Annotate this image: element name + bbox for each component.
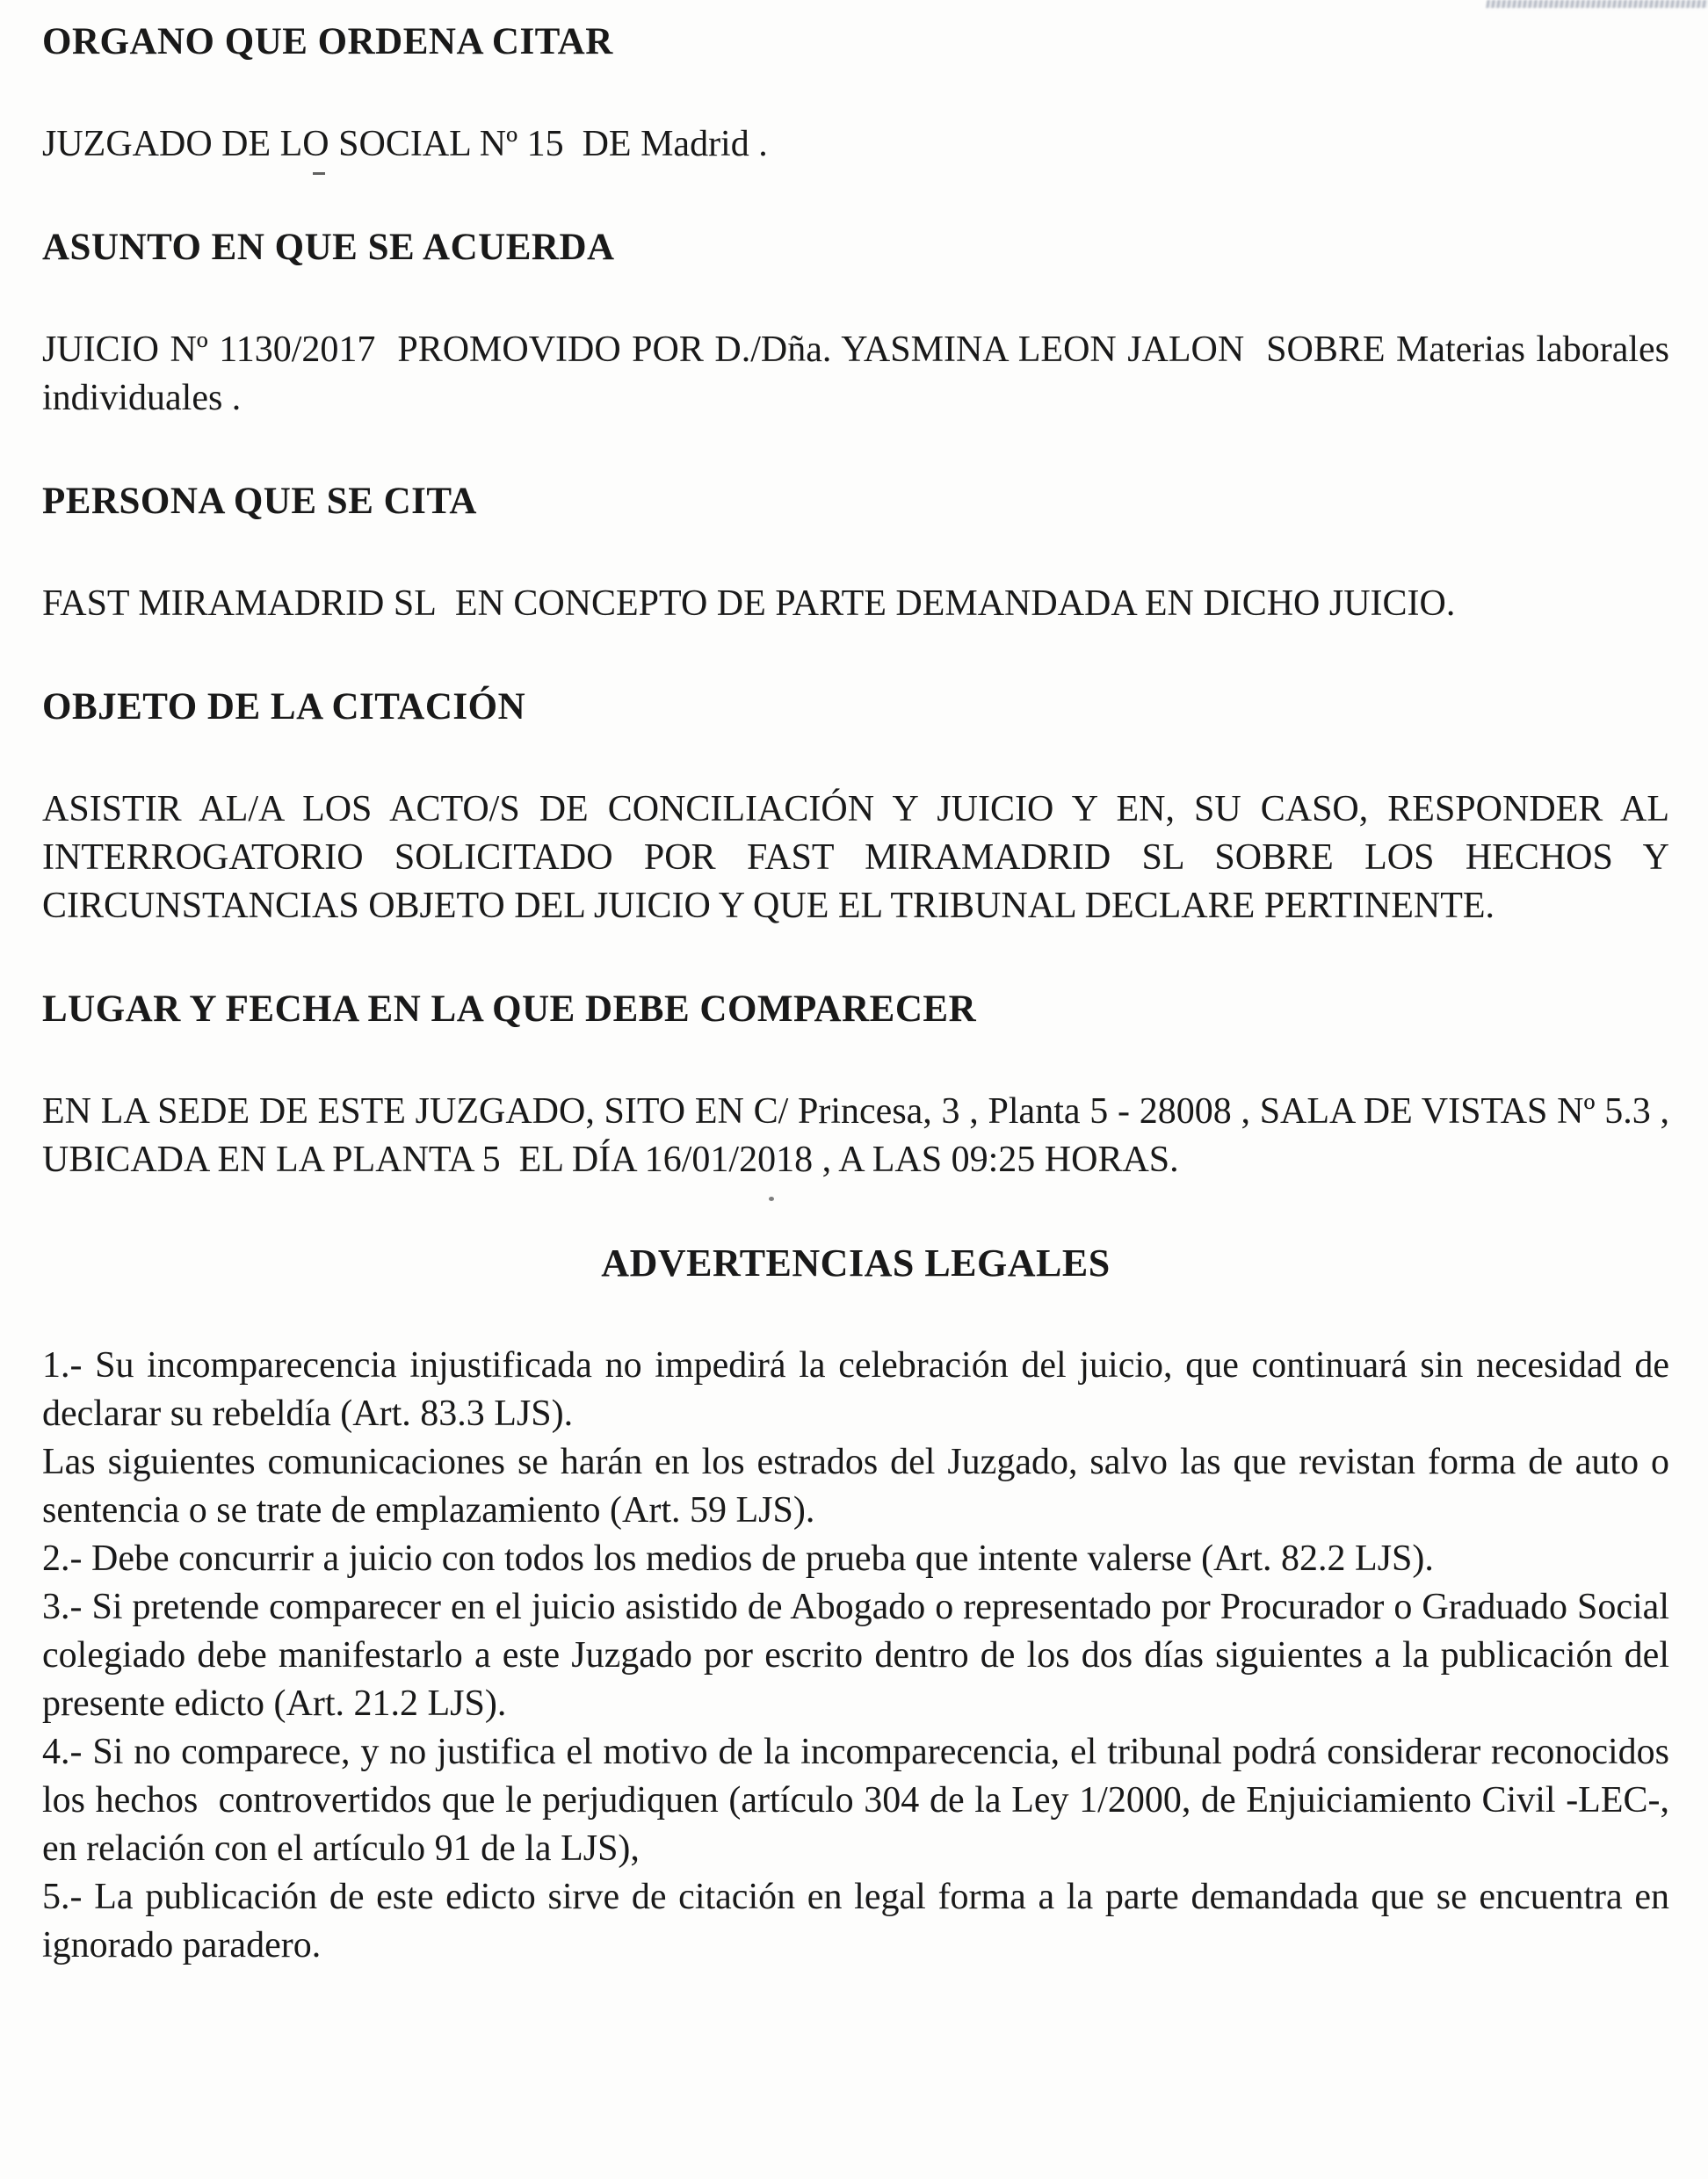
advertencia-item-5: 5.- La publicación de este edicto sirve de citación en legal forma a la parte demandada que se encuentra en ignorado paradero. <box>42 1877 1669 1965</box>
advertencia-item-1: 1.- Su incomparecencia injustificada no impedirá la celebración del juicio, que continuará sin necesidad de declarar su rebeldía (Art. 83.3 LJS). <box>42 1345 1669 1434</box>
section-heading-objeto: OBJETO DE LA CITACIÓN <box>42 686 526 728</box>
section-body-lugar: EN LA SEDE DE ESTE JUZGADO, SITO EN C/ Princesa, 3 , Planta 5 - 28008 , SALA DE VISTAS Nº 5.3 , UBICADA EN LA PLANTA 5 EL DÍA 16/01/2018 , A LAS 09:25 HORAS. <box>42 1091 1669 1180</box>
advertencia-item-3: 3.- Si pretende comparecer en el juicio asistido de Abogado o representado por Procurador o Graduado Social colegiado debe manifestarlo a este Juzgado por escrito dentro de los dos días siguientes a la publicación del presente edicto (Art. 21.2 LJS). <box>42 1587 1669 1724</box>
section-body-organo: JUZGADO DE LO SOCIAL Nº 15 DE Madrid . <box>42 124 768 164</box>
scan-speck <box>769 1197 774 1201</box>
section-asunto-en-que-se-acuerda <box>42 223 1669 423</box>
section-objeto-de-la-citacion <box>42 683 1669 930</box>
section-lugar-y-fecha <box>42 985 1669 1184</box>
section-body-asunto: JUICIO Nº 1130/2017 PROMOVIDO POR D./Dña. YASMINA LEON JALON SOBRE Materias laborales individuales . <box>42 329 1669 418</box>
section-heading-asunto: ASUNTO EN QUE SE ACUERDA <box>42 227 615 268</box>
section-heading-persona: PERSONA QUE SE CITA <box>42 481 477 522</box>
advertencia-item-4: 4.- Si no comparece, y no justifica el motivo de la incomparecencia, el tribunal podrá considerar reconocidos los hechos controvertidos que le perjudiquen (artículo 304 de la Ley 1/2000, de Enjuiciamiento Civil -LEC-, en relación con el artículo 91 de la LJS), <box>42 1732 1669 1869</box>
section-body-persona: FAST MIRAMADRID SL EN CONCEPTO DE PARTE DEMANDADA EN DICHO JUICIO. <box>42 583 1456 624</box>
advertencias-legales-list <box>42 1342 1669 1970</box>
scan-smudge-top-right <box>1486 0 1708 8</box>
section-heading-organo: ORGANO QUE ORDENA CITAR <box>42 21 613 62</box>
advertencia-item-2: 2.- Debe concurrir a juicio con todos los medios de prueba que intente valerse (Art. 82.2 LJS). <box>42 1538 1434 1579</box>
advertencias-legales-title: ADVERTENCIAS LEGALES <box>601 1242 1111 1285</box>
advertencia-item-1b: Las siguientes comunicaciones se harán en los estrados del Juzgado, salvo las que revistan forma de auto o sentencia o se trate de emplazamiento (Art. 59 LJS). <box>42 1442 1669 1531</box>
scan-speck-ordinal <box>313 172 325 175</box>
section-organo-que-ordena-citar <box>42 18 1669 169</box>
section-persona-que-se-cita <box>42 477 1669 628</box>
section-heading-lugar: LUGAR Y FECHA EN LA QUE DEBE COMPARECER <box>42 988 977 1030</box>
section-body-objeto: ASISTIR AL/A LOS ACTO/S DE CONCILIACIÓN Y JUICIO Y EN, SU CASO, RESPONDER AL INTERROGATORIO SOLICITADO POR FAST MIRAMADRID SL SOBRE LOS HECHOS Y CIRCUNSTANCIAS OBJETO DEL JUICIO Y QUE EL TRIBUNAL DECLARE PERTINENTE. <box>42 789 1669 926</box>
